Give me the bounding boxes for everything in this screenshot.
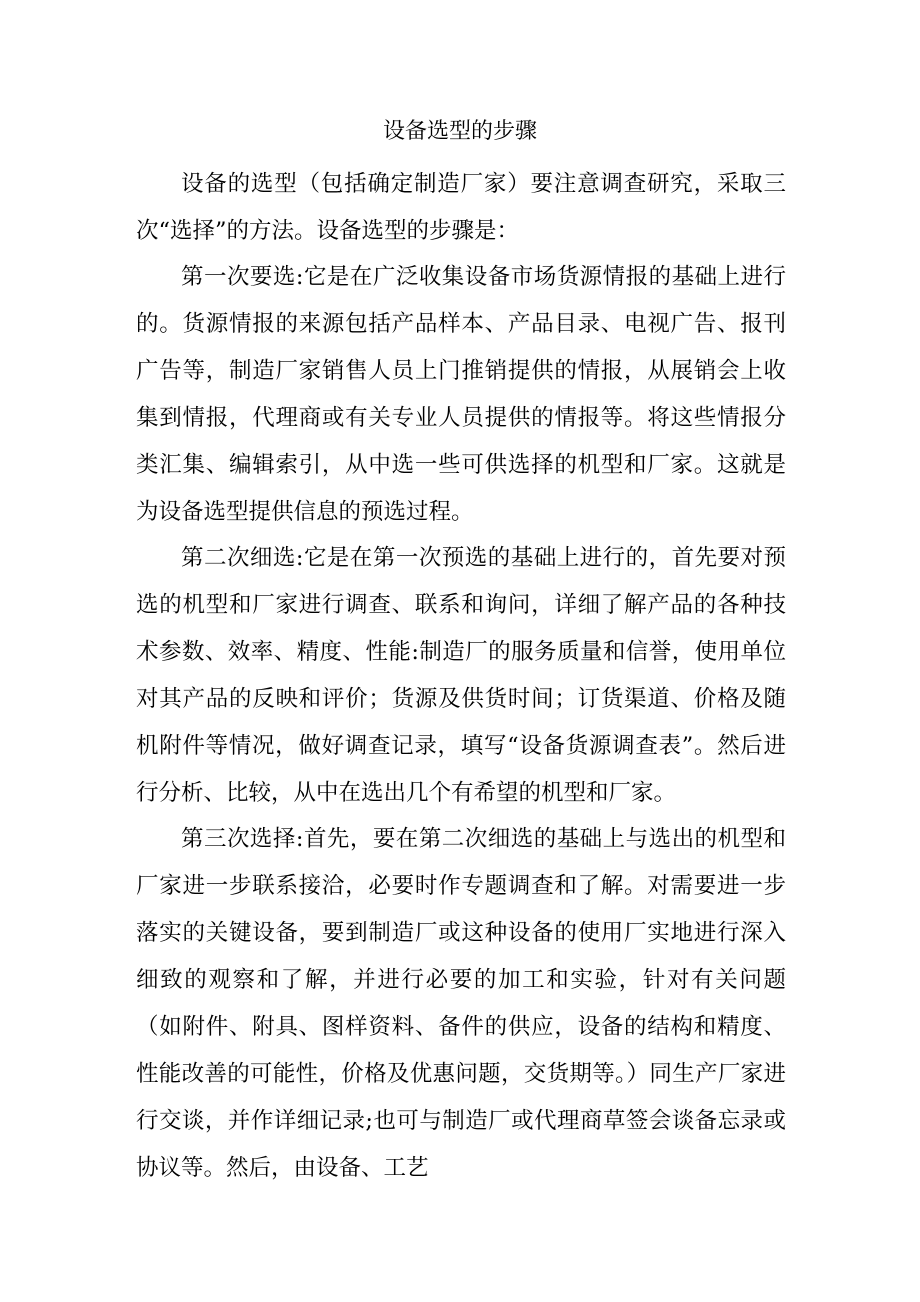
second-selection-paragraph: 第二次细选:它是在第一次预选的基础上进行的，首先要对预选的机型和厂家进行调查、联系和询问，详细了解产品的各种技术参数、效率、精度、性能:制造厂的服务质量和信誉，使用单位对其产品的反映和评价；货源及供货时间；订货渠道、价格及随机附件等情况，做好调查记录，填写“设备货源调查表”。然后进行分析、比较，从中在选出几个有希望的机型和厂家。 [136,545,786,806]
third-selection-paragraph: 第三次选择:首先，要在第二次细选的基础上与选出的机型和厂家进一步联系接洽，必要时作专题调查和了解。对需要进一步落实的关键设备，要到制造厂或这种设备的使用厂实地进行深入细致的观察和了解，并进行必要的加工和实验，针对有关问题（如附件、附具、图样资料、备件的供应，设备的结构和精度、性能改善的可能性，价格及优惠问题，交货期等。）同生产厂家进行交谈，并作详细记录;也可与制造厂或代理商草签会谈备忘录或协议等。然后，由设备、工艺 [136,826,786,1181]
first-selection-paragraph: 第一次要选:它是在广泛收集设备市场货源情报的基础上进行的。货源情报的来源包括产品样本、产品目录、电视广告、报刊广告等，制造厂家销售人员上门推销提供的情报，从展销会上收集到情报，代理商或有关专业人员提供的情报等。将这些情报分类汇集、编辑索引，从中选一些可供选择的机型和厂家。这就是为设备选型提供信息的预选过程。 [136,264,786,525]
document-title: 设备选型的步骤 [382,119,537,144]
intro-paragraph: 设备的选型（包括确定制造厂家）要注意调查研究，采取三次“选择”的方法。设备选型的步骤是： [136,171,786,244]
